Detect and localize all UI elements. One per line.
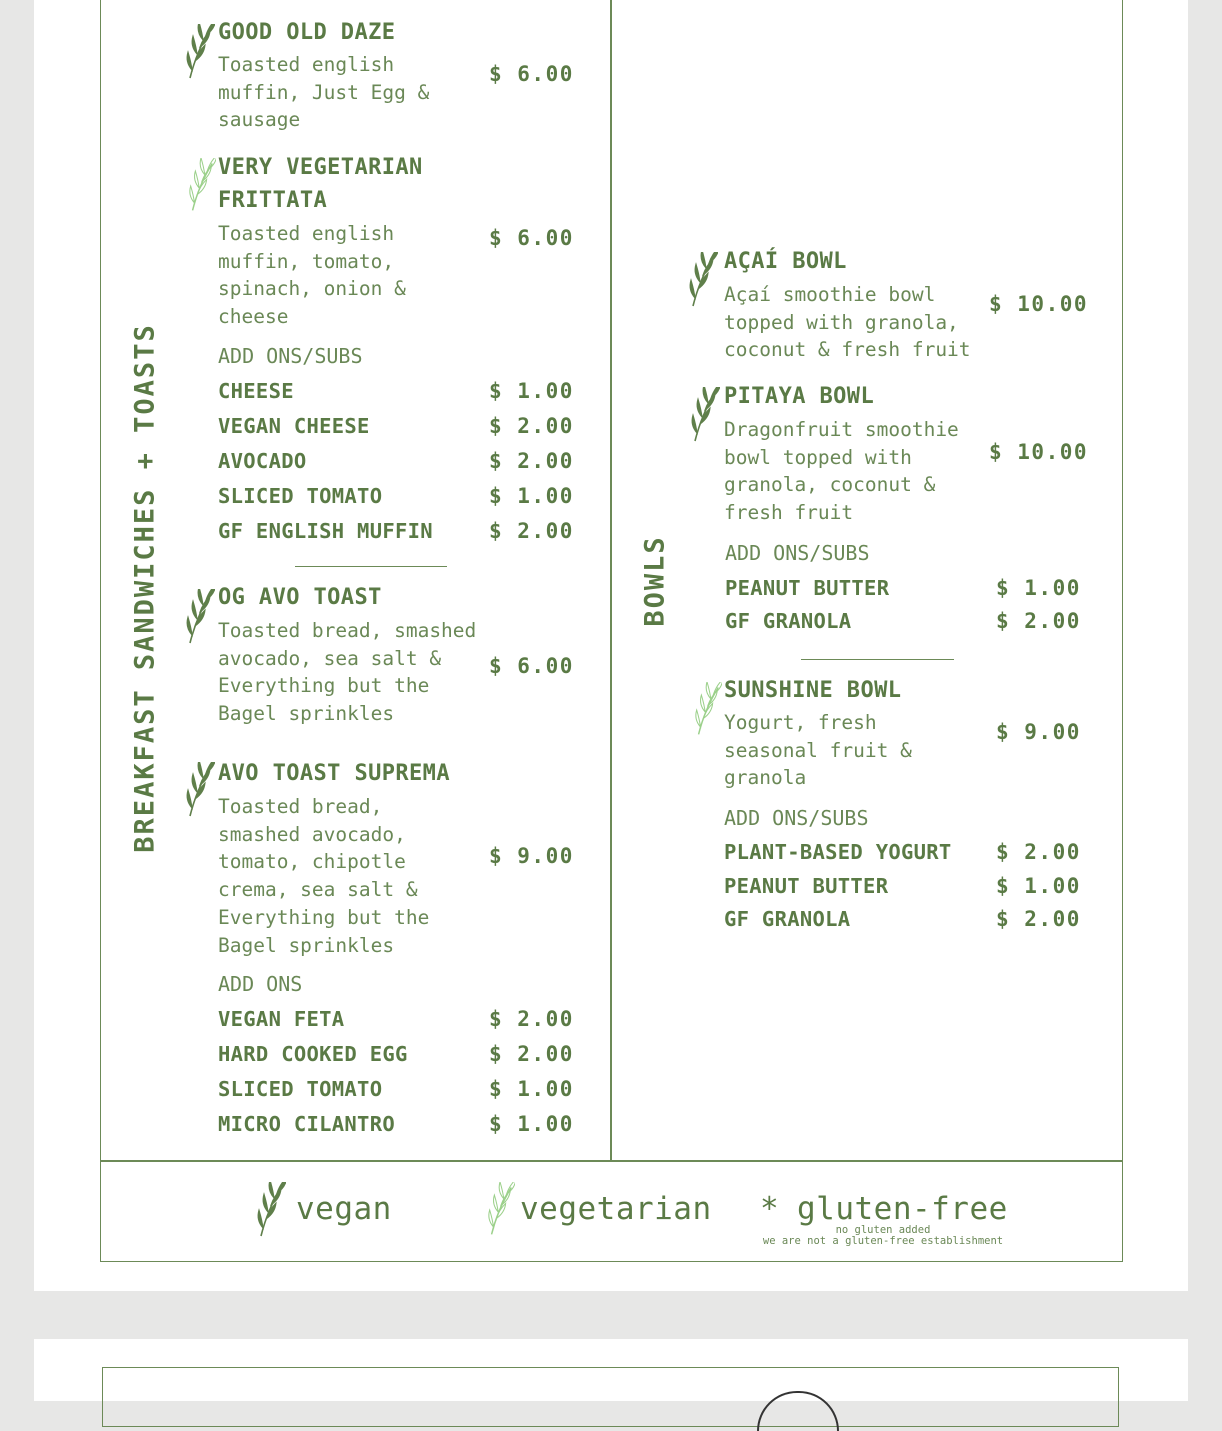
column-divider — [610, 0, 612, 1161]
legend-vegetarian-label: vegetarian — [520, 1191, 712, 1227]
menu-item-name: FRITTATA — [218, 188, 328, 213]
next-menu-frame — [102, 1367, 1119, 1427]
addon-name: HARD COOKED EGG — [218, 1042, 408, 1066]
legend-vegan-leaf-icon — [254, 1182, 286, 1238]
section-title-breakfast: BREAKFAST SANDWICHES + TOASTS — [129, 323, 161, 853]
legend-gf-note: no gluten added — [835, 1224, 931, 1236]
section-separator — [295, 566, 447, 567]
addon-price: $ 2.00 — [996, 907, 1081, 931]
addon-name: SLICED TOMATO — [218, 484, 383, 508]
vegan-leaf-icon — [183, 762, 215, 818]
section-title-bowls: BOWLS — [639, 535, 671, 627]
menu-item-name: SUNSHINE BOWL — [724, 678, 902, 703]
legend-gf-symbol: * — [760, 1191, 780, 1227]
addon-price: $ 1.00 — [996, 874, 1081, 898]
menu-item-description: Toasted bread, smashed avocado, tomato, chipotle crema, sea salt & Everything but the Bagel sprinkles — [218, 795, 430, 957]
section-separator — [801, 659, 954, 660]
addon-name: VEGAN FETA — [218, 1007, 345, 1031]
addon-name: PLANT-BASED YOGURT — [724, 840, 952, 864]
menu-item-price: $ 10.00 — [989, 292, 1089, 316]
addon-name: CHEESE — [218, 379, 294, 403]
menu-item-description: Toasted bread, smashed avocado, sea salt & Everything but the Bagel sprinkles — [218, 619, 477, 726]
addon-name: AVOCADO — [218, 449, 307, 473]
menu-item-name: VERY VEGETARIAN — [218, 155, 423, 180]
addon-name: MICRO CILANTRO — [218, 1112, 395, 1136]
addon-price: $ 2.00 — [489, 414, 574, 438]
menu-item-price: $ 9.00 — [489, 844, 574, 868]
addon-price: $ 1.00 — [489, 484, 574, 508]
menu-item-name: OG AVO TOAST — [218, 585, 382, 610]
addon-price: $ 1.00 — [489, 1112, 574, 1136]
addon-name: PEANUT BUTTER — [725, 576, 890, 600]
menu-item-description: Açaí smoothie bowl topped with granola, coconut & fresh fruit — [724, 283, 971, 362]
menu-item-name: GOOD OLD DAZE — [218, 20, 396, 45]
legend-gluten-free-label: gluten-free — [797, 1191, 1008, 1227]
menu-item-price: $ 9.00 — [996, 720, 1081, 744]
addon-name: GF GRANOLA — [725, 609, 852, 633]
addon-price: $ 2.00 — [489, 1042, 574, 1066]
addon-name: GF GRANOLA — [724, 907, 851, 931]
addon-name: SLICED TOMATO — [218, 1077, 383, 1101]
menu-item-description: Yogurt, fresh seasonal fruit & granola — [724, 711, 912, 790]
legend-divider — [100, 1160, 1123, 1162]
menu-item-name: AÇAÍ BOWL — [724, 249, 847, 274]
addon-name: GF ENGLISH MUFFIN — [218, 519, 433, 543]
vegan-leaf-icon — [183, 24, 215, 80]
legend-vegan-label: vegan — [296, 1191, 392, 1227]
legend-vegetarian-leaf-icon — [485, 1182, 515, 1238]
addon-price: $ 1.00 — [996, 576, 1081, 600]
addon-name: VEGAN CHEESE — [218, 414, 370, 438]
menu-item-price: $ 6.00 — [489, 62, 574, 86]
addons-heading: ADD ONS/SUBS — [218, 344, 363, 368]
addon-price: $ 2.00 — [489, 449, 574, 473]
menu-item-description: Toasted english muffin, Just Egg & sausage — [218, 53, 430, 132]
addons-heading: ADD ONS/SUBS — [725, 541, 870, 565]
menu-item-description: Toasted english muffin, tomato, spinach, onion & cheese — [218, 222, 406, 329]
addons-heading: ADD ONS — [218, 972, 303, 996]
menu-item-description: Dragonfruit smoothie bowl topped with granola, coconut & fresh fruit — [724, 418, 959, 525]
menu-item-price: $ 6.00 — [489, 654, 574, 678]
legend-gf-disclaimer: we are not a gluten-free establishment — [762, 1235, 1004, 1247]
menu-item-name: PITAYA BOWL — [724, 384, 875, 409]
addon-price: $ 2.00 — [996, 609, 1081, 633]
vegan-leaf-icon — [686, 252, 718, 308]
menu-item-price: $ 6.00 — [489, 226, 574, 250]
addon-name: PEANUT BUTTER — [724, 874, 889, 898]
vegetarian-leaf-icon — [692, 682, 722, 738]
addon-price: $ 2.00 — [996, 840, 1081, 864]
addon-price: $ 1.00 — [489, 379, 574, 403]
vegan-leaf-icon — [183, 589, 215, 645]
addon-price: $ 2.00 — [489, 519, 574, 543]
menu-item-price: $ 10.00 — [989, 440, 1089, 464]
addons-heading: ADD ONS/SUBS — [724, 806, 869, 830]
addon-price: $ 2.00 — [489, 1007, 574, 1031]
vegan-leaf-icon — [688, 387, 720, 443]
addon-price: $ 1.00 — [489, 1077, 574, 1101]
menu-item-name: AVO TOAST SUPREMA — [218, 761, 450, 786]
vegetarian-leaf-icon — [186, 158, 216, 214]
